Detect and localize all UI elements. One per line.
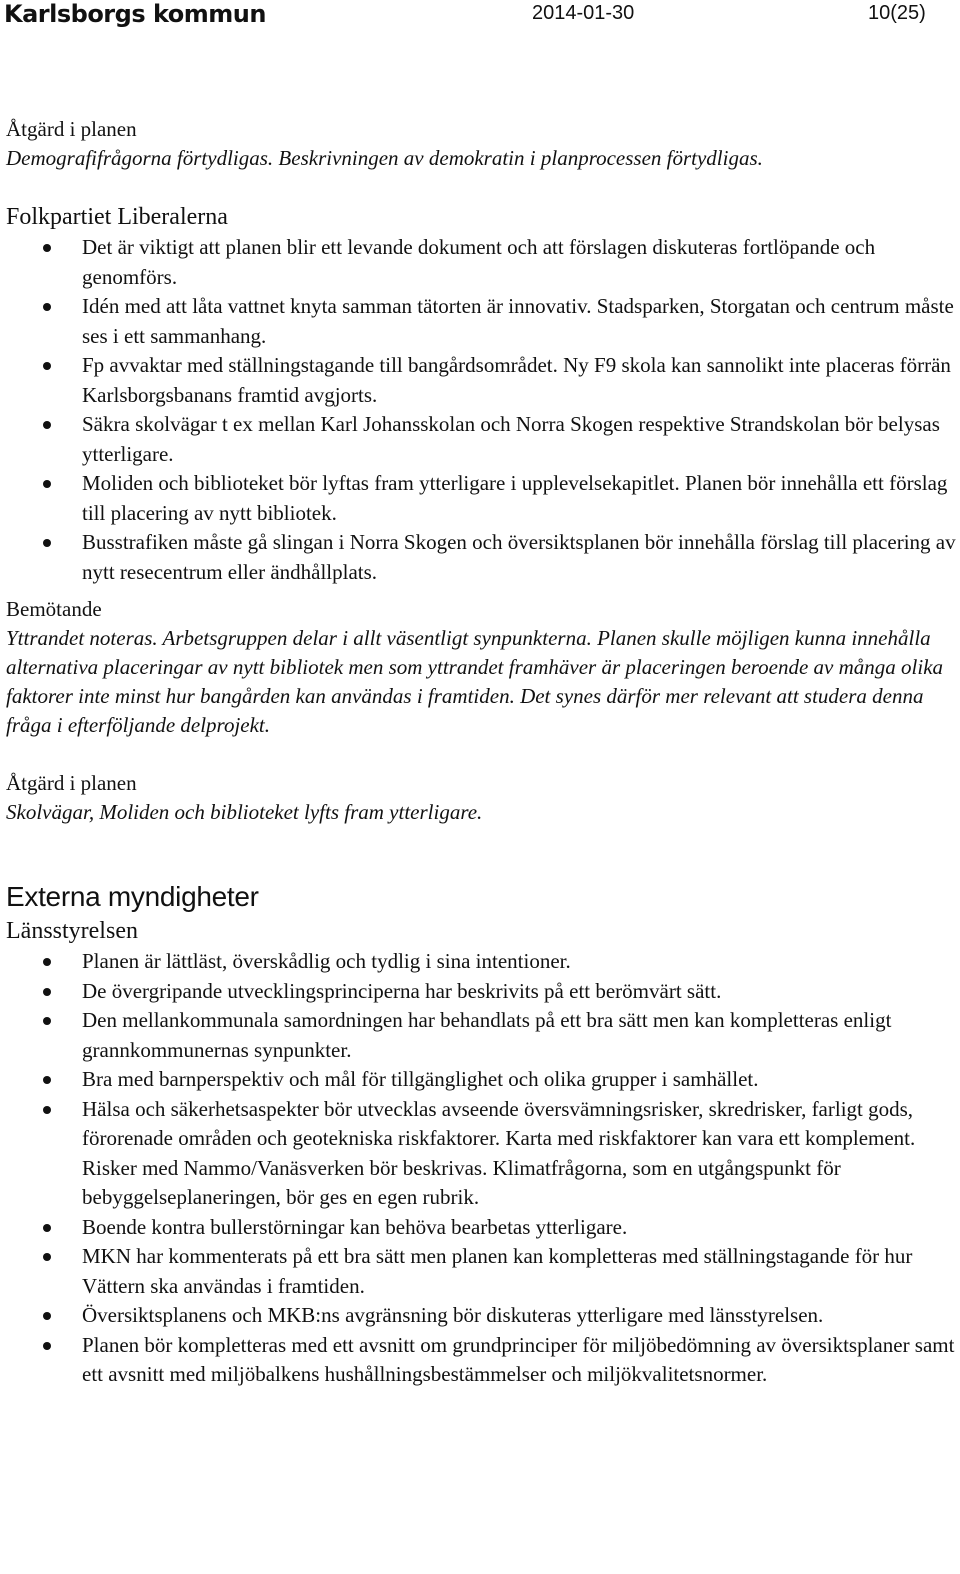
section-heading-bemotande: Bemötande (6, 597, 102, 621)
atgard-1-text: Demografifrågorna förtydligas. Beskrivningen av demokratin i planprocessen förtydligas. (6, 146, 763, 170)
list-item: Den mellankommunala samordningen har behandlats på ett bra sätt men kan kompletteras enligt grannkommunernas synpunkter. (6, 1006, 956, 1065)
list-item: Det är viktigt att planen blir ett levande dokument och att förslagen diskuteras fortlöpande och genomförs. (6, 233, 956, 292)
page-number: 10(25) (868, 2, 926, 24)
section-heading-atgard-2: Åtgärd i planen (6, 771, 137, 795)
list-item: De övergripande utvecklingsprinciperna har beskrivits på ett berömvärt sätt. (6, 977, 956, 1007)
section-heading-externa-myndigheter: Externa myndigheter (6, 881, 259, 912)
list-item: Fp avvaktar med ställningstagande till bangårdsområdet. Ny F9 skola kan sannolikt inte placeras förrän Karlsborgsbanans framtid avgjorts. (6, 351, 956, 410)
list-item: Planen bör kompletteras med ett avsnitt om grundprinciper för miljöbedömning av översiktsplaner samt ett avsnitt med miljöbalkens hushållningsbestämmelser och miljökvalitetsnormer. (6, 1331, 956, 1390)
section-heading-atgard-1: Åtgärd i planen (6, 117, 137, 141)
folkpartiet-bullet-list (6, 233, 956, 587)
page-header (0, 0, 960, 30)
list-item: Säkra skolvägar t ex mellan Karl Johansskolan och Norra Skogen respektive Strandskolan bör belysas ytterligare. (6, 410, 956, 469)
section-heading-lansstyrelsen: Länsstyrelsen (6, 918, 138, 944)
document-body (6, 114, 956, 1390)
section-heading-folkpartiet: Folkpartiet Liberalerna (6, 204, 228, 230)
list-item: Planen är lättläst, överskådlig och tydlig i sina intentioner. (6, 947, 956, 977)
list-item: Översiktsplanens och MKB:ns avgränsning bör diskuteras ytterligare med länsstyrelsen. (6, 1301, 956, 1331)
list-item: Busstrafiken måste gå slingan i Norra Skogen och översiktsplanen bör innehålla förslag till placering av nytt resecentrum eller ändhållplats. (6, 528, 956, 587)
lansstyrelsen-bullet-list (6, 947, 956, 1390)
municipality-logo: Karlsborgs kommun (4, 0, 266, 28)
document-date: 2014-01-30 (532, 2, 635, 24)
list-item: Hälsa och säkerhetsaspekter bör utvecklas avseende översvämningsrisker, skredrisker, farligt gods, förorenade områden och geotekniska riskfaktorer. Karta med riskfaktorer kan vara ett komplement. Risker med Nammo/Vanäsverken bör beskrivas. Klimatfrågorna, som en utgångspunkt för bebyggelseplaneringen, bör ges en egen rubrik. (6, 1095, 956, 1213)
list-item: Boende kontra bullerstörningar kan behöva bearbetas ytterligare. (6, 1213, 956, 1243)
atgard-2-text: Skolvägar, Moliden och biblioteket lyfts fram ytterligare. (6, 800, 483, 824)
list-item: Idén med att låta vattnet knyta samman tätorten är innovativ. Stadsparken, Storgatan och centrum måste ses i ett sammanhang. (6, 292, 956, 351)
bemotande-text: Yttrandet noteras. Arbetsgruppen delar i allt väsentligt synpunkterna. Planen skulle möjligen kunna innehålla alternativa placeringar av nytt bibliotek men som yttrandet framhäver är placeringen beroende av många olika faktorer inte minst hur bangården kan användas i framtiden. Det synes därför mer relevant att studera denna fråga i efterföljande delprojekt. (6, 626, 944, 737)
list-item: Bra med barnperspektiv och mål för tillgänglighet och olika grupper i samhället. (6, 1065, 956, 1095)
list-item: Moliden och biblioteket bör lyftas fram ytterligare i upplevelsekapitlet. Planen bör innehålla ett förslag till placering av nytt bibliotek. (6, 469, 956, 528)
list-item: MKN har kommenterats på ett bra sätt men planen kan kompletteras med ställningstagande för hur Vättern ska användas i framtiden. (6, 1242, 956, 1301)
